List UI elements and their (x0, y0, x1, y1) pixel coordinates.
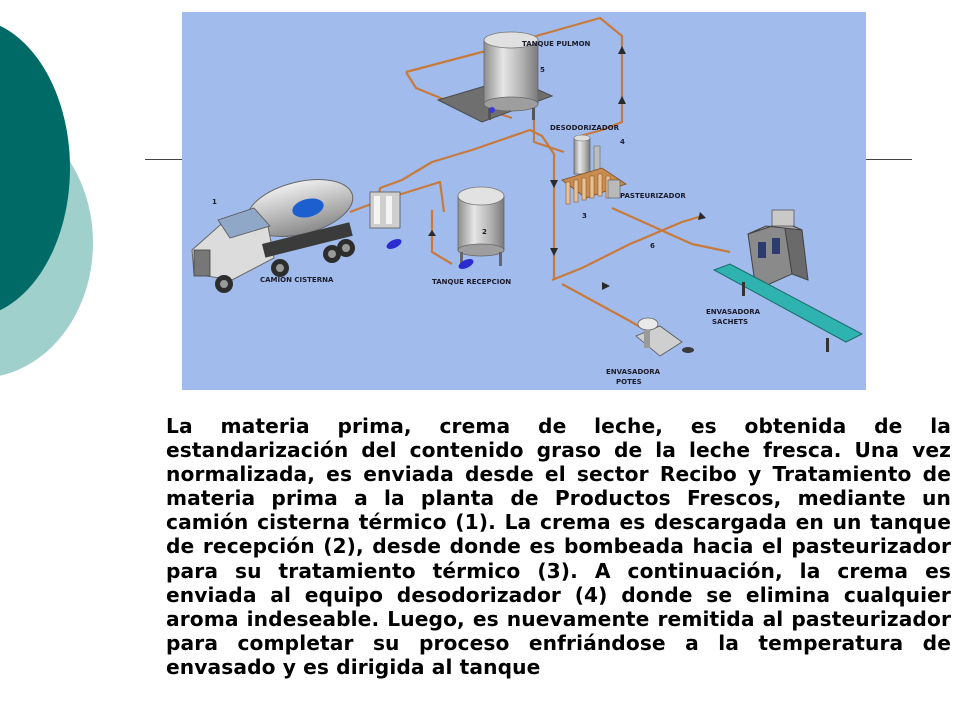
tanque-recepcion (457, 187, 504, 271)
label-desodorizador: DESODORIZADOR (550, 124, 619, 132)
intake-pump (370, 192, 403, 251)
label-camion-cisterna: CAMION CISTERNA (260, 276, 334, 284)
arrow-right (602, 282, 610, 290)
label-tanque-recepcion: TANQUE RECEPCION (432, 278, 512, 286)
step-number-5: 5 (540, 66, 545, 74)
label-tanque-pulmon: TANQUE PULMON (522, 40, 591, 48)
label-pasteurizador: PASTEURIZADOR (620, 192, 686, 200)
arrow-down (550, 180, 558, 188)
step-number-3: 3 (582, 212, 587, 220)
desodorizador-pasteurizador (562, 135, 626, 204)
label-envasadora-potes-line2: POTES (616, 378, 642, 386)
step-number-4: 4 (620, 138, 625, 146)
arrow-down (428, 230, 436, 236)
pipe-network (350, 18, 730, 328)
arrow-up (618, 96, 626, 104)
process-diagram-svg (182, 12, 866, 390)
arrow-up (618, 46, 626, 54)
label-envasadora-sachets-line1: ENVASADORA (706, 308, 761, 316)
process-description: La materia prima, crema de leche, es obtenida de la estandarización del contenido graso de la leche fresca. Una vez normalizada, es enviada desde el sector Recibo y Tratamiento de materia prima a la planta de Productos Frescos, mediante un camión cisterna térmico (1). La crema es descargada en un tanque de recepción (2), desde donde es bombeada hacia el pasteurizador para su tratamiento térmico (3). A continuación, la crema es enviada al equipo desodorizador (4) donde se elimina cualquier aroma indeseable. Luego, es nuevamente remitida al pasteurizador para completar su proceso enfriándose a la temperatura de envasado y es dirigida al tanque (166, 414, 951, 679)
pipe-pasteurizer-to-sachets (552, 216, 702, 280)
step-number-2: 2 (482, 228, 487, 236)
pipe-receiver-drop (432, 210, 452, 264)
step-number-6: 6 (650, 242, 655, 250)
pipe-branch-sachets (612, 208, 730, 252)
camion-cisterna (192, 170, 359, 293)
process-diagram (182, 12, 866, 390)
title-rule-right (862, 159, 912, 160)
arrow-right (698, 212, 706, 220)
envasadora-sachets (714, 210, 862, 352)
label-envasadora-sachets-line2: SACHETS (712, 318, 749, 326)
step-number-1: 1 (212, 198, 217, 206)
title-rule-left (145, 159, 185, 160)
pipe-pasteurizer-to-potes (562, 284, 642, 328)
label-envasadora-potes-line1: ENVASADORA (606, 368, 661, 376)
envasadora-potes (636, 318, 694, 356)
arrow-down (550, 248, 558, 256)
